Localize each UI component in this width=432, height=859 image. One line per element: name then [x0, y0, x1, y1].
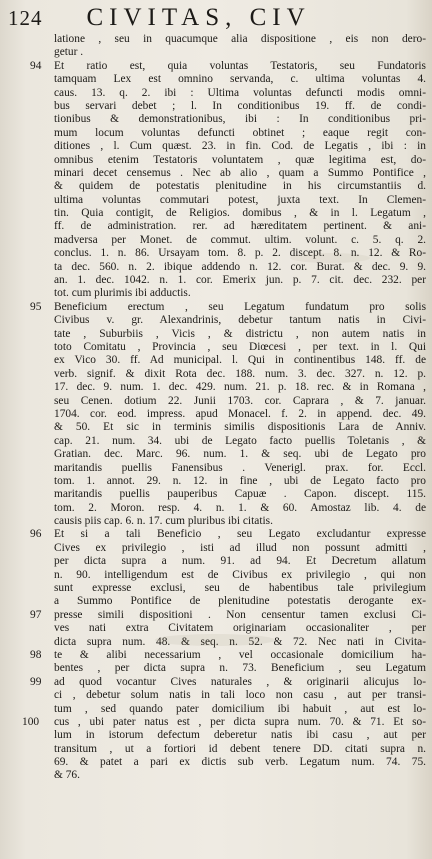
text-line — [0, 609, 432, 622]
line-text: ta dec. 560. n. 2. ibique addendo n. 12. cor. Burat. & dec. 9. 9. — [54, 260, 426, 273]
text-line — [0, 502, 432, 515]
text-line — [0, 435, 432, 448]
text-line — [0, 234, 432, 247]
line-text: ditiones , l. Cum quæst. 23. in fin. Cod. de Legatis , ibi : in — [54, 140, 426, 153]
text-line — [0, 689, 432, 702]
text-line — [0, 140, 432, 153]
line-text: omnibus etenim Testatoris voluntatem , quæ legitima est, do- — [54, 153, 426, 166]
line-text: bus servari debet ; l. In conditionibus 19. ff. de condi- — [54, 99, 426, 112]
text-line — [0, 408, 432, 421]
line-text: cus , ubi pater natus est , per dicta supra num. 70. & 71. Et so- — [54, 715, 426, 728]
paragraph-number: 100 — [22, 715, 40, 728]
line-text: te & alibi necessarium , vel occasionale domicilium ha- — [54, 648, 426, 661]
page-header — [8, 4, 428, 32]
text-line — [0, 662, 432, 675]
text-line — [0, 194, 432, 207]
text-line — [0, 729, 432, 742]
line-text: ff. de administration. rer. ad hæreditatem pertinent. & ani- — [54, 220, 426, 233]
text-line — [0, 743, 432, 756]
text-line — [0, 676, 432, 689]
line-text: Gratian. dec. Marc. 96. num. 1. & seq. ubi de Legato pro — [54, 448, 426, 461]
line-text: conclus. 1. n. 86. Ursayam tom. 8. p. 2. discept. 8. n. 12. & Ro- — [54, 247, 426, 260]
text-line — [0, 314, 432, 327]
line-text: & quidem de potestatis plenitudine in his circumstantiis d. — [54, 180, 426, 193]
text-line — [0, 756, 432, 769]
text-line — [0, 180, 432, 193]
line-text: toto Comitatu , Provincia , seu Diœcesi , per text. in l. Qui — [54, 340, 426, 353]
paragraph-number: 98 — [30, 648, 42, 661]
text-line — [0, 582, 432, 595]
text-line — [0, 368, 432, 381]
running-title: CIVITAS, CIV — [86, 4, 311, 31]
paragraph-number: 99 — [30, 675, 42, 688]
line-text: getur . — [54, 46, 84, 59]
text-line — [0, 328, 432, 341]
text-line — [0, 287, 432, 300]
text-line — [0, 127, 432, 140]
line-text: tionibus & demonstrationibus, ibi : In conditionibus pri- — [54, 113, 426, 126]
line-text: minari decet censemus . Nec ab alio , quam a Summo Pontifice , — [54, 166, 426, 179]
text-line — [0, 247, 432, 260]
text-line — [0, 207, 432, 220]
line-text: tin. Quia contigit, de Religios. domibus , & in l. Legatum , — [54, 207, 426, 220]
line-text: lum in istorum defectum deberetur natis ibi casu , aut per — [54, 729, 426, 742]
text-body — [0, 33, 432, 859]
line-text: presse simili dispositioni . Non censentur tamen exclusi Ci- — [54, 608, 426, 621]
text-line — [0, 33, 432, 46]
line-text: Et si a tali Beneficio , seu Legato excludantur expresse — [54, 528, 426, 541]
text-line — [0, 569, 432, 582]
page-number: 124 — [8, 6, 43, 30]
line-text: a Summo Pontifice de plenitudine potestatis derogante ex- — [54, 595, 426, 608]
text-line — [0, 716, 432, 729]
paragraph-number: 94 — [30, 59, 42, 72]
text-line — [0, 100, 432, 113]
line-text: Cives ex privilegio , isti ad illud non possunt admitti , — [54, 541, 426, 554]
line-text: causis piis cap. 6. n. 17. cum pluribus ibi citatis. — [54, 515, 273, 528]
line-text: tate , Suburbiis , Vicis , & districtu , non autem natis in — [54, 327, 426, 340]
text-line — [0, 636, 432, 649]
text-line — [0, 381, 432, 394]
line-text: & 76. — [54, 769, 80, 782]
line-text: tum , sed quando pater domicilium ibi habuit , aut est lo- — [54, 702, 426, 715]
line-text: bentes , per dicta supra n. 73. Beneficium , seu Legatum — [54, 662, 426, 675]
text-line — [0, 595, 432, 608]
line-text: latione , seu in quacumque alia dispositione , eis non dero- — [54, 33, 426, 45]
line-text: madversa per Monet. de commut. ultim. volunt. c. 5. q. 2. — [54, 233, 426, 246]
text-line — [0, 167, 432, 180]
text-line — [0, 649, 432, 662]
line-text: 1704. cor. eod. impress. apud Monacel. f. 2. in append. dec. 49. — [54, 407, 426, 420]
text-line — [0, 448, 432, 461]
text-line — [0, 475, 432, 488]
line-text: & 50. Et sic in terminis similis dispositionis Lara de Anniv. — [54, 421, 426, 434]
text-line — [0, 341, 432, 354]
line-text: ci , debetur solum natis in tali loco non casu , aut per transi- — [54, 689, 426, 702]
text-line — [0, 515, 432, 528]
line-text: transitum , ut a fortiori id debent tenere DD. citati supra n. — [54, 742, 426, 755]
line-text: ultima voluntas commutari potest, juxta text. In Clemen- — [54, 193, 426, 206]
line-text: 69. & patet a pari ex dictis sub verb. Legatum num. 74. 75. — [54, 756, 426, 769]
line-text: an. 1. dec. 1042. n. 1. cor. Emerix jun. p. 7. cit. dec. 232. per — [54, 274, 426, 287]
line-text: maritandis puellis Fanensibus . Venerigl. prax. for. Eccl. — [54, 461, 426, 474]
text-line — [0, 395, 432, 408]
text-line — [0, 154, 432, 167]
line-text: n. 90. intelligendum est de Civibus ex privilegio , qui non — [54, 568, 426, 581]
paragraph-number: 96 — [30, 528, 42, 541]
text-line — [0, 462, 432, 475]
line-text: verb. signif. & dixit Rota dec. 188. num. 3. dec. 327. n. 12. p. — [54, 367, 426, 380]
text-line — [0, 555, 432, 568]
line-text: cap. 21. num. 34. ubi de Legato facto puellis Toletanis , & — [54, 434, 426, 447]
text-line — [0, 542, 432, 555]
text-line — [0, 301, 432, 314]
line-text: ad quod vocantur Cives naturales , & originarii alicujus lo- — [54, 675, 426, 688]
line-text: sunt expresse exclusi, seu de habentibus tale privilegium — [54, 582, 426, 595]
line-text: tamquam Lex est omnino servanda, c. ultima voluntas 4. — [54, 73, 426, 86]
text-line — [0, 769, 432, 782]
line-text: per dicta supra a num. 91. ad 94. Et Decretum allatum — [54, 555, 426, 568]
text-line — [0, 528, 432, 541]
text-line — [0, 220, 432, 233]
paragraph-number: 97 — [30, 608, 42, 621]
text-line — [0, 46, 432, 59]
line-text: tom. 2. Moron. resp. 4. n. 1. & 60. Amostaz lib. 4. de — [54, 501, 426, 514]
text-line — [0, 488, 432, 501]
text-line — [0, 703, 432, 716]
text-line — [0, 274, 432, 287]
text-line — [0, 261, 432, 274]
line-text: Beneficium erectum , seu Legatum fundatum pro solis — [54, 300, 426, 313]
text-line — [0, 421, 432, 434]
line-text: Civibus v. gr. Alexandrinis, debetur tantum natis in Civi- — [54, 314, 426, 327]
line-text: caus. 13. q. 2. ibi : Ultima voluntas defuncti modis omni- — [54, 86, 426, 99]
line-text: dicta supra num. 48. & seq. n. 52. & 72. Nec nati in Civita- — [54, 635, 426, 648]
text-line — [0, 87, 432, 100]
line-text: ex Vico 30. ff. Ad municipal. l. Qui in continentibus 148. ff. de — [54, 354, 426, 367]
paragraph-number: 95 — [30, 300, 42, 313]
line-text: 17. dec. 9. num. 1. dec. 429. num. 21. p. 18. rec. & in Romana , — [54, 381, 426, 394]
text-line — [0, 73, 432, 86]
line-text: maritandis puellis pauperibus Capuæ . Capon. discept. 115. — [54, 488, 426, 501]
line-text: tot. cum plurimis ibi adductis. — [54, 287, 191, 300]
line-text: tom. 1. annot. 29. n. 12. in fine , ubi de Legato facto pro — [54, 474, 426, 487]
line-text: mum locum voluntas defuncti obtinet ; eaque regit con- — [54, 126, 426, 139]
text-line — [0, 354, 432, 367]
line-text: Et ratio est, quia voluntas Testatoris, seu Fundatoris — [54, 59, 426, 72]
text-line — [0, 622, 432, 635]
text-line — [0, 113, 432, 126]
line-text: ves nati extra Civitatem originariam occasionaliter , per — [54, 622, 426, 635]
line-text: seu Cenen. dotium 22. Junii 1703. cor. Caprara , & 7. januar. — [54, 394, 426, 407]
text-line — [0, 60, 432, 73]
